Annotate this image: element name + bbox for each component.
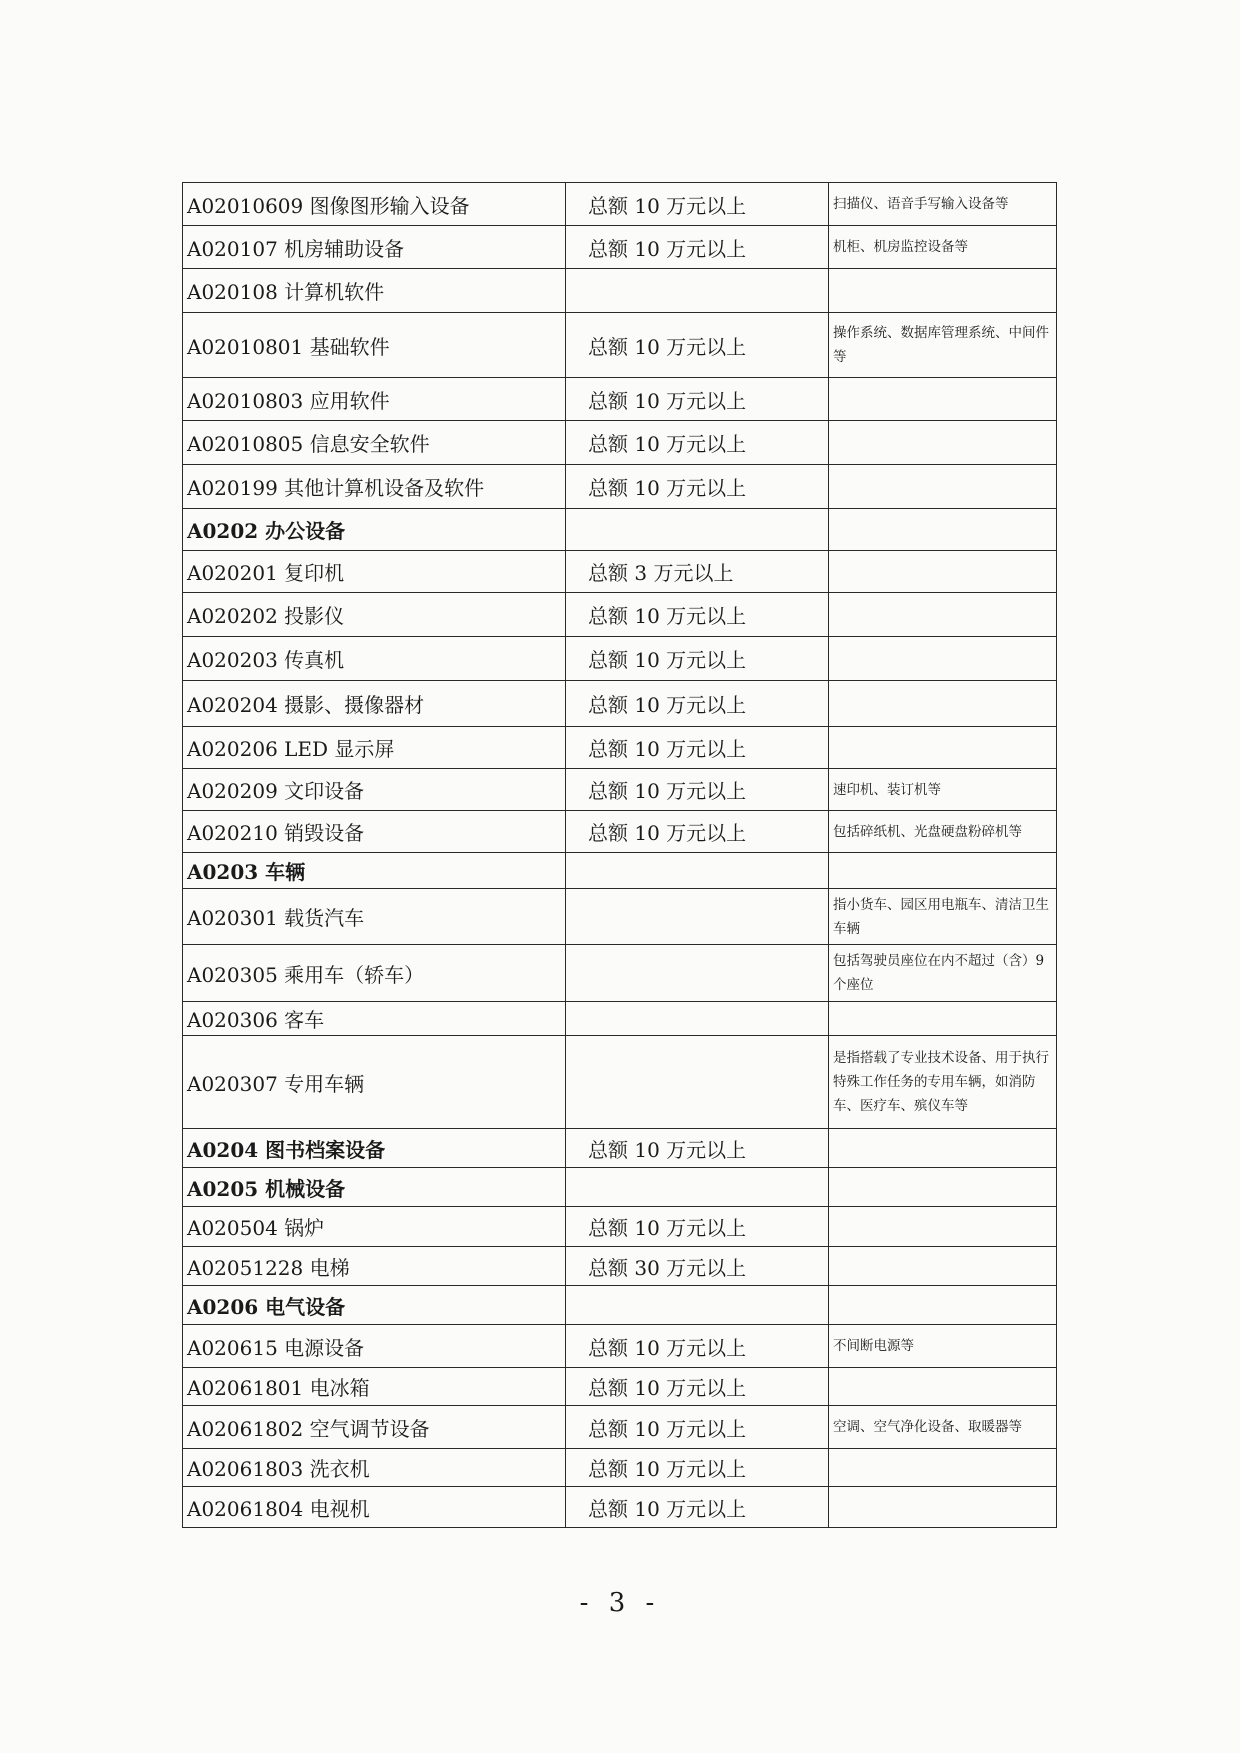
remark-note (829, 269, 1057, 313)
threshold-amount: 总额 10 万元以上 (566, 727, 829, 769)
remark-note (829, 681, 1057, 727)
table-row (183, 1406, 1057, 1449)
threshold-amount: 总额 10 万元以上 (566, 637, 829, 681)
threshold-amount (566, 945, 829, 1002)
threshold-amount: 总额 10 万元以上 (566, 593, 829, 637)
procurement-catalog-table (182, 182, 1057, 1528)
threshold-amount (566, 509, 829, 551)
remark-note (829, 1002, 1057, 1036)
threshold-amount: 总额 10 万元以上 (566, 465, 829, 509)
item-code-name: A02061804 电视机 (183, 1487, 566, 1528)
page-number: - 3 - (579, 1588, 661, 1618)
item-code-name: A0204 图书档案设备 (183, 1129, 566, 1168)
remark-note: 指小货车、园区用电瓶车、清洁卫生车辆 (829, 889, 1057, 945)
item-code-name: A0202 办公设备 (183, 509, 566, 551)
category-row (183, 853, 1057, 889)
category-row (183, 1286, 1057, 1325)
item-code-name: A02010803 应用软件 (183, 378, 566, 421)
remark-note: 扫描仪、语音手写输入设备等 (829, 183, 1057, 226)
table-row (183, 1002, 1057, 1036)
remark-note (829, 551, 1057, 593)
remark-note (829, 1247, 1057, 1286)
threshold-amount: 总额 10 万元以上 (566, 1368, 829, 1406)
item-code-name: A02010805 信息安全软件 (183, 421, 566, 465)
remark-note (829, 593, 1057, 637)
item-code-name: A02061802 空气调节设备 (183, 1406, 566, 1449)
category-row (183, 1168, 1057, 1207)
item-code-name: A02010801 基础软件 (183, 313, 566, 378)
remark-note: 是指搭载了专业技术设备、用于执行特殊工作任务的专用车辆，如消防车、医疗车、殡仪车等 (829, 1036, 1057, 1129)
remark-note (829, 1487, 1057, 1528)
table-row (183, 945, 1057, 1002)
item-code-name: A020206 LED 显示屏 (183, 727, 566, 769)
item-code-name: A020199 其他计算机设备及软件 (183, 465, 566, 509)
item-code-name: A0205 机械设备 (183, 1168, 566, 1207)
remark-note (829, 1286, 1057, 1325)
table-row (183, 1449, 1057, 1487)
item-code-name: A02061801 电冰箱 (183, 1368, 566, 1406)
remark-note: 速印机、装订机等 (829, 769, 1057, 811)
remark-note (829, 637, 1057, 681)
remark-note (829, 465, 1057, 509)
threshold-amount: 总额 10 万元以上 (566, 1487, 829, 1528)
remark-note (829, 853, 1057, 889)
item-code-name: A020108 计算机软件 (183, 269, 566, 313)
remark-note: 空调、空气净化设备、取暖器等 (829, 1406, 1057, 1449)
table-row (183, 593, 1057, 637)
threshold-amount (566, 1286, 829, 1325)
table-row (183, 1036, 1057, 1129)
threshold-amount: 总额 10 万元以上 (566, 1406, 829, 1449)
threshold-amount (566, 1002, 829, 1036)
threshold-amount: 总额 10 万元以上 (566, 769, 829, 811)
table-row (183, 637, 1057, 681)
table-row (183, 727, 1057, 769)
table-row (183, 889, 1057, 945)
threshold-amount: 总额 3 万元以上 (566, 551, 829, 593)
item-code-name: A020307 专用车辆 (183, 1036, 566, 1129)
item-code-name: A02010609 图像图形输入设备 (183, 183, 566, 226)
item-code-name: A02051228 电梯 (183, 1247, 566, 1286)
table-row (183, 1207, 1057, 1247)
threshold-amount: 总额 10 万元以上 (566, 681, 829, 727)
threshold-amount: 总额 10 万元以上 (566, 313, 829, 378)
item-code-name: A020210 销毁设备 (183, 811, 566, 853)
remark-note (829, 1449, 1057, 1487)
table-body (183, 183, 1057, 1528)
item-code-name: A020201 复印机 (183, 551, 566, 593)
item-code-name: A020504 锅炉 (183, 1207, 566, 1247)
remark-note (829, 727, 1057, 769)
threshold-amount: 总额 10 万元以上 (566, 183, 829, 226)
table-row (183, 313, 1057, 378)
table-row (183, 465, 1057, 509)
table-row (183, 681, 1057, 727)
table-row (183, 378, 1057, 421)
threshold-amount: 总额 30 万元以上 (566, 1247, 829, 1286)
remark-note (829, 1368, 1057, 1406)
threshold-amount: 总额 10 万元以上 (566, 1207, 829, 1247)
threshold-amount: 总额 10 万元以上 (566, 226, 829, 269)
item-code-name: A020306 客车 (183, 1002, 566, 1036)
item-code-name: A020107 机房辅助设备 (183, 226, 566, 269)
table-row (183, 183, 1057, 226)
table-row (183, 421, 1057, 465)
table-row (183, 1368, 1057, 1406)
item-code-name: A020203 传真机 (183, 637, 566, 681)
table-row (183, 226, 1057, 269)
remark-note (829, 421, 1057, 465)
item-code-name: A02061803 洗衣机 (183, 1449, 566, 1487)
remark-note: 包括碎纸机、光盘硬盘粉碎机等 (829, 811, 1057, 853)
item-code-name: A0206 电气设备 (183, 1286, 566, 1325)
category-row (183, 1129, 1057, 1168)
threshold-amount: 总额 10 万元以上 (566, 378, 829, 421)
table-row (183, 269, 1057, 313)
table-row (183, 1487, 1057, 1528)
remark-note (829, 509, 1057, 551)
threshold-amount: 总额 10 万元以上 (566, 1449, 829, 1487)
item-code-name: A0203 车辆 (183, 853, 566, 889)
remark-note (829, 1168, 1057, 1207)
remark-note: 操作系统、数据库管理系统、中间件等 (829, 313, 1057, 378)
threshold-amount (566, 853, 829, 889)
item-code-name: A020615 电源设备 (183, 1325, 566, 1368)
item-code-name: A020209 文印设备 (183, 769, 566, 811)
remark-note: 机柜、机房监控设备等 (829, 226, 1057, 269)
remark-note (829, 1207, 1057, 1247)
remark-note (829, 378, 1057, 421)
remark-note: 包括驾驶员座位在内不超过（含）9个座位 (829, 945, 1057, 1002)
threshold-amount (566, 889, 829, 945)
remark-note: 不间断电源等 (829, 1325, 1057, 1368)
table-row (183, 811, 1057, 853)
table-row (183, 769, 1057, 811)
remark-note (829, 1129, 1057, 1168)
threshold-amount: 总额 10 万元以上 (566, 1325, 829, 1368)
threshold-amount: 总额 10 万元以上 (566, 811, 829, 853)
threshold-amount (566, 269, 829, 313)
table-row (183, 551, 1057, 593)
table-row (183, 1247, 1057, 1286)
category-row (183, 509, 1057, 551)
threshold-amount: 总额 10 万元以上 (566, 421, 829, 465)
threshold-amount (566, 1036, 829, 1129)
item-code-name: A020305 乘用车（轿车） (183, 945, 566, 1002)
item-code-name: A020202 投影仪 (183, 593, 566, 637)
threshold-amount (566, 1168, 829, 1207)
item-code-name: A020204 摄影、摄像器材 (183, 681, 566, 727)
item-code-name: A020301 载货汽车 (183, 889, 566, 945)
threshold-amount: 总额 10 万元以上 (566, 1129, 829, 1168)
table-row (183, 1325, 1057, 1368)
